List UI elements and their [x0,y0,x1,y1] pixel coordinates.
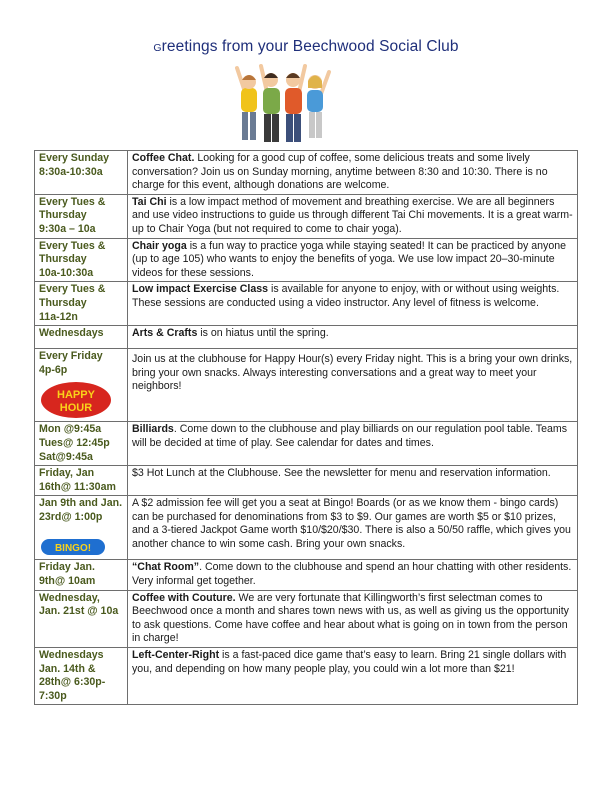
event-time: Friday, Jan 16th@ 11:30am [35,466,128,496]
event-name: Coffee Chat. [132,152,195,164]
event-name: Left-Center-Right [132,649,220,662]
event-time: Every Sunday 8:30a-10:30a [35,151,128,195]
event-description: A $2 admission fee will get you a seat at Bingo! Boards (or as we know them - bingo cards) can be purchased for denominations from $3 to $9. Our games are worth $5 or $10 prizes, and a 3-tiered Jackpot Game worth $10/$20/$30. There is also a 50/50 raffle, which gives you another chance to win some cash. Bring your own snacks. [128,496,578,560]
event-description: Low impact Exercise Class is available for anyone to enjoy, with or without using weights. These sessions are conducted using a video instructor. Any level of fitness is welcome. [128,282,578,326]
event-description: Coffee with Couture. We are very fortunate that Killingworth’s first selectman comes to Beechwood once a month and shares town news with us, as well as giving us the opportunity to ask questions. Come have coffee and hear about what is going on in town from the person in charge! [128,590,578,647]
event-description: Left-Center-Right is a fast-paced dice game that’s easy to learn. Bring 21 single dollars with you, and depending on how many people play, you could win a lot more than $21! [128,648,578,705]
event-description: Coffee Chat. Looking for a good cup of coffee, some delicious treats and some lively conversation? Join us on Sunday morning, anytime between 8:30 and 10:30. There is no charge for this event, although donations are welcome. [128,151,578,195]
event-name: Arts & Crafts [132,327,198,340]
happy-hour-text-2: HOUR [59,402,93,415]
event-time: Every Tues & Thursday 9:30a – 10a [35,194,128,238]
table-row [35,496,578,560]
bingo-text: BINGO! [54,543,92,555]
event-time: Wednesdays Jan. 14th & 28th@ 6:30p- 7:30p [35,648,128,705]
table-row [35,422,578,466]
event-name: Chair yoga [132,239,187,252]
event-description: “Chat Room”. Come down to the clubhouse and spend an hour chatting with other residents. Very informal get together. [128,560,578,590]
happy-hour-text-1: HAPPY [57,389,95,402]
table-row [35,326,578,349]
table-row [35,349,578,422]
event-name: Billiards [132,423,174,436]
happy-hour-icon [39,380,113,420]
table-row [35,238,578,282]
table-row [35,560,578,590]
event-description: Arts & Crafts is on hiatus until the spring. [128,326,578,349]
page-title [0,38,612,56]
event-time: Mon @9:45a Tues@ 12:45p Sat@9:45a [35,422,128,466]
friends-waving-illustration [229,62,335,148]
title-initial: G [153,42,162,54]
event-time: Jan 9th and Jan. 23rd@ 1:00p BINGO! [35,496,128,560]
bingo-icon [39,536,107,558]
event-time: Every Tues & Thursday 10a-10:30a [35,238,128,282]
events-table [34,150,578,705]
title-text: reetings from your Beechwood Social Club [161,38,459,55]
event-time: Every Friday 4p-6p HAPPY HOUR [35,349,128,422]
event-description: Join us at the clubhouse for Happy Hour(s) every Friday night. This is a bring your own drinks, bring your own snacks. Always interesting conversations and a great way to meet your neighbors! [128,349,578,422]
table-row [35,590,578,647]
event-description: Chair yoga is a fun way to practice yoga while staying seated! It can be practiced by anyone (up to age 105) who wants to enjoy the benefits of yoga. We use low impact 20–30-minute videos for these sessions. [128,238,578,282]
event-description: Tai Chi is a low impact method of movement and breathing exercise. We are all beginners and use video instructions to guide us through different Tai Chi movements. It is a great warm-up to Chair Yoga (but not required to come to chair yoga). [128,194,578,238]
table-row [35,194,578,238]
event-time: Every Tues & Thursday 11a-12n [35,282,128,326]
event-description: Billiards. Come down to the clubhouse and play billiards on our regulation pool table. Teams will be decided at time of play. See calendar for dates and times. [128,422,578,466]
event-time: Friday Jan. 9th@ 10am [35,560,128,590]
event-name: Coffee with Couture. [132,591,236,604]
event-description: $3 Hot Lunch at the Clubhouse. See the newsletter for menu and reservation information. [128,466,578,496]
table-row [35,466,578,496]
event-name: Low impact Exercise Class [132,283,269,296]
table-row [35,648,578,705]
table-row [35,282,578,326]
event-name: Tai Chi [132,195,167,208]
event-time: Wednesdays [35,326,128,349]
table-row [35,151,578,195]
event-name: “Chat Room” [132,561,200,574]
event-time: Wednesday, Jan. 21st @ 10a [35,590,128,647]
